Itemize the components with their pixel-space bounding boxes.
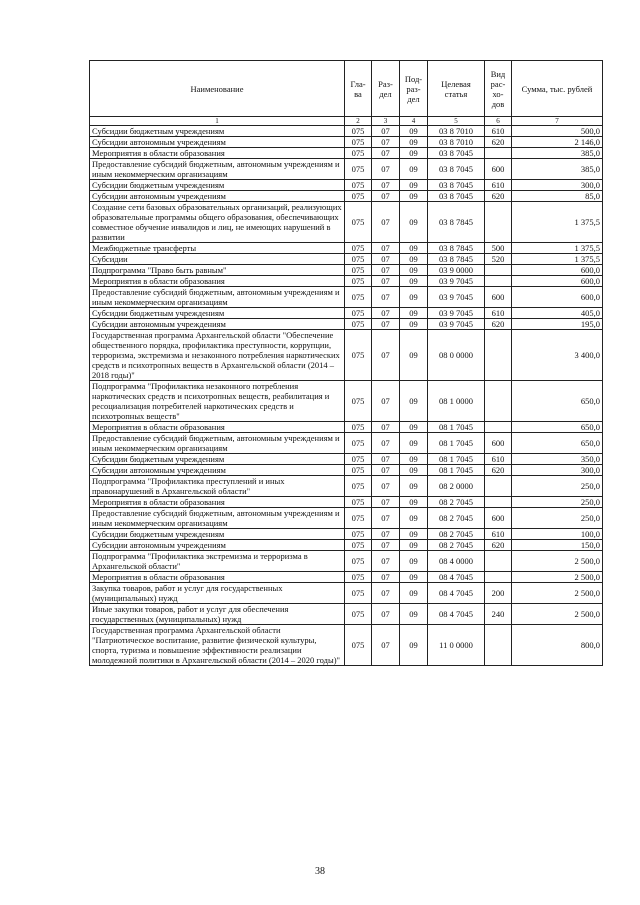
row-podrazdel: 09 bbox=[400, 529, 428, 540]
row-vid: 600 bbox=[485, 287, 512, 308]
row-podrazdel: 09 bbox=[400, 191, 428, 202]
row-vid: 610 bbox=[485, 529, 512, 540]
row-sum: 3 400,0 bbox=[512, 330, 603, 381]
row-target: 03 9 7045 bbox=[428, 287, 485, 308]
row-sum: 385,0 bbox=[512, 148, 603, 159]
row-glava: 075 bbox=[345, 476, 372, 497]
row-razdel: 07 bbox=[372, 540, 400, 551]
table-row bbox=[90, 476, 603, 497]
row-target: 08 1 7045 bbox=[428, 422, 485, 433]
row-target: 11 0 0000 bbox=[428, 625, 485, 666]
table-row bbox=[90, 604, 603, 625]
row-glava: 075 bbox=[345, 465, 372, 476]
row-glava: 075 bbox=[345, 529, 372, 540]
row-target: 08 4 7045 bbox=[428, 583, 485, 604]
row-name: Подпрограмма "Профилактика незаконного потребления наркотических средств и психотропных веществ, реабилитация и ресоциализация потребителей наркотических средств и психотропных веществ" bbox=[90, 381, 345, 422]
row-podrazdel: 09 bbox=[400, 265, 428, 276]
table-header-row bbox=[90, 61, 603, 117]
row-sum: 650,0 bbox=[512, 422, 603, 433]
row-razdel: 07 bbox=[372, 433, 400, 454]
row-name: Субсидии автономным учреждениям bbox=[90, 540, 345, 551]
row-sum: 2 500,0 bbox=[512, 604, 603, 625]
table-row bbox=[90, 126, 603, 137]
row-glava: 075 bbox=[345, 422, 372, 433]
row-vid bbox=[485, 625, 512, 666]
row-sum: 600,0 bbox=[512, 276, 603, 287]
row-podrazdel: 09 bbox=[400, 422, 428, 433]
row-glava: 075 bbox=[345, 137, 372, 148]
budget-table bbox=[89, 60, 603, 666]
row-podrazdel: 09 bbox=[400, 243, 428, 254]
row-vid: 610 bbox=[485, 180, 512, 191]
table-row bbox=[90, 454, 603, 465]
row-name: Предоставление субсидий бюджетным, автономным учреждениям и иным некоммерческим организациям bbox=[90, 159, 345, 180]
row-vid: 600 bbox=[485, 433, 512, 454]
column-number-row bbox=[90, 117, 603, 126]
row-razdel: 07 bbox=[372, 159, 400, 180]
row-name: Создание сети базовых образовательных организаций, реализующих образовательные программы общего образования, обеспечивающих совместное обучение инвалидов и лиц, не имеющих нарушений в развитии bbox=[90, 202, 345, 243]
row-glava: 075 bbox=[345, 551, 372, 572]
row-podrazdel: 09 bbox=[400, 126, 428, 137]
column-number: 4 bbox=[400, 117, 428, 126]
table-row bbox=[90, 191, 603, 202]
table-row bbox=[90, 508, 603, 529]
row-razdel: 07 bbox=[372, 243, 400, 254]
row-sum: 2 500,0 bbox=[512, 551, 603, 572]
table-row bbox=[90, 319, 603, 330]
row-glava: 075 bbox=[345, 148, 372, 159]
column-number: 7 bbox=[512, 117, 603, 126]
row-name: Субсидии автономным учреждениям bbox=[90, 191, 345, 202]
row-sum: 600,0 bbox=[512, 265, 603, 276]
row-sum: 600,0 bbox=[512, 287, 603, 308]
row-podrazdel: 09 bbox=[400, 330, 428, 381]
row-target: 03 8 7845 bbox=[428, 254, 485, 265]
row-podrazdel: 09 bbox=[400, 476, 428, 497]
row-razdel: 07 bbox=[372, 604, 400, 625]
row-vid: 610 bbox=[485, 454, 512, 465]
row-name: Мероприятия в области образования bbox=[90, 148, 345, 159]
row-target: 08 2 7045 bbox=[428, 540, 485, 551]
header-glava: Гла-ва bbox=[345, 61, 372, 117]
header-vid: Вид рас-хо-дов bbox=[485, 61, 512, 117]
table-row bbox=[90, 137, 603, 148]
row-podrazdel: 09 bbox=[400, 180, 428, 191]
row-glava: 075 bbox=[345, 433, 372, 454]
row-name: Закупка товаров, работ и услуг для государственных (муниципальных) нужд bbox=[90, 583, 345, 604]
row-sum: 2 500,0 bbox=[512, 572, 603, 583]
row-podrazdel: 09 bbox=[400, 137, 428, 148]
row-razdel: 07 bbox=[372, 330, 400, 381]
row-podrazdel: 09 bbox=[400, 148, 428, 159]
table-row bbox=[90, 180, 603, 191]
row-glava: 075 bbox=[345, 308, 372, 319]
row-target: 03 8 7045 bbox=[428, 148, 485, 159]
row-name: Подпрограмма "Профилактика экстремизма и терроризма в Архангельской области" bbox=[90, 551, 345, 572]
row-razdel: 07 bbox=[372, 572, 400, 583]
row-podrazdel: 09 bbox=[400, 583, 428, 604]
row-razdel: 07 bbox=[372, 422, 400, 433]
table-row bbox=[90, 276, 603, 287]
row-glava: 075 bbox=[345, 497, 372, 508]
row-sum: 85,0 bbox=[512, 191, 603, 202]
row-podrazdel: 09 bbox=[400, 433, 428, 454]
table-row bbox=[90, 540, 603, 551]
table-row bbox=[90, 202, 603, 243]
row-vid: 620 bbox=[485, 319, 512, 330]
row-target: 08 4 7045 bbox=[428, 572, 485, 583]
row-podrazdel: 09 bbox=[400, 497, 428, 508]
row-target: 03 9 7045 bbox=[428, 308, 485, 319]
row-glava: 075 bbox=[345, 126, 372, 137]
row-target: 03 8 7845 bbox=[428, 202, 485, 243]
row-sum: 1 375,5 bbox=[512, 243, 603, 254]
row-razdel: 07 bbox=[372, 276, 400, 287]
row-razdel: 07 bbox=[372, 551, 400, 572]
row-podrazdel: 09 bbox=[400, 465, 428, 476]
table-row bbox=[90, 433, 603, 454]
row-razdel: 07 bbox=[372, 202, 400, 243]
row-target: 08 2 7045 bbox=[428, 497, 485, 508]
row-name: Государственная программа Архангельской области "Патриотическое воспитание, развитие физической культуры, спорта, туризма и повышение эффективности реализации молодежной политики в Архангельской области (2014 – 2020 годы)" bbox=[90, 625, 345, 666]
column-number: 1 bbox=[90, 117, 345, 126]
row-razdel: 07 bbox=[372, 476, 400, 497]
row-podrazdel: 09 bbox=[400, 381, 428, 422]
row-target: 08 2 7045 bbox=[428, 529, 485, 540]
row-target: 08 4 0000 bbox=[428, 551, 485, 572]
table-row bbox=[90, 583, 603, 604]
row-name: Межбюджетные трансферты bbox=[90, 243, 345, 254]
row-sum: 300,0 bbox=[512, 465, 603, 476]
row-target: 03 8 7045 bbox=[428, 191, 485, 202]
row-name: Субсидии автономным учреждениям bbox=[90, 137, 345, 148]
row-vid: 600 bbox=[485, 508, 512, 529]
row-glava: 075 bbox=[345, 180, 372, 191]
table-row bbox=[90, 422, 603, 433]
row-sum: 250,0 bbox=[512, 497, 603, 508]
row-glava: 075 bbox=[345, 276, 372, 287]
row-name: Субсидии бюджетным учреждениям bbox=[90, 180, 345, 191]
row-glava: 075 bbox=[345, 330, 372, 381]
row-podrazdel: 09 bbox=[400, 202, 428, 243]
row-glava: 075 bbox=[345, 254, 372, 265]
row-sum: 100,0 bbox=[512, 529, 603, 540]
row-glava: 075 bbox=[345, 265, 372, 276]
row-podrazdel: 09 bbox=[400, 454, 428, 465]
row-vid: 600 bbox=[485, 159, 512, 180]
table-row bbox=[90, 308, 603, 319]
row-vid: 610 bbox=[485, 308, 512, 319]
row-glava: 075 bbox=[345, 381, 372, 422]
row-sum: 800,0 bbox=[512, 625, 603, 666]
row-glava: 075 bbox=[345, 191, 372, 202]
row-target: 03 8 7010 bbox=[428, 126, 485, 137]
row-name: Предоставление субсидий бюджетным, автономным учреждениям и иным некоммерческим организациям bbox=[90, 433, 345, 454]
row-name: Субсидии бюджетным учреждениям bbox=[90, 454, 345, 465]
row-sum: 350,0 bbox=[512, 454, 603, 465]
row-vid bbox=[485, 265, 512, 276]
row-podrazdel: 09 bbox=[400, 254, 428, 265]
row-sum: 1 375,5 bbox=[512, 254, 603, 265]
table-row bbox=[90, 551, 603, 572]
row-name: Мероприятия в области образования bbox=[90, 497, 345, 508]
row-target: 03 8 7045 bbox=[428, 159, 485, 180]
column-number: 6 bbox=[485, 117, 512, 126]
row-name: Субсидии автономным учреждениям bbox=[90, 465, 345, 476]
row-name: Предоставление субсидий бюджетным, автономным учреждениям и иным некоммерческим организациям bbox=[90, 287, 345, 308]
table-row bbox=[90, 148, 603, 159]
row-razdel: 07 bbox=[372, 465, 400, 476]
row-vid bbox=[485, 422, 512, 433]
table-row bbox=[90, 381, 603, 422]
row-target: 03 9 7045 bbox=[428, 276, 485, 287]
row-name: Подпрограмма "Профилактика преступлений и иных правонарушений в Архангельской области" bbox=[90, 476, 345, 497]
table-row bbox=[90, 465, 603, 476]
row-name: Государственная программа Архангельской области "Обеспечение общественного порядка, профилактика преступности, коррупции, терроризма, экстремизма и незаконного потребления наркотических средств и психотропных веществ в Архангельской области (2014 – 2018 годы)" bbox=[90, 330, 345, 381]
table-row bbox=[90, 529, 603, 540]
row-glava: 075 bbox=[345, 572, 372, 583]
row-target: 03 8 7010 bbox=[428, 137, 485, 148]
header-razdel: Раз-дел bbox=[372, 61, 400, 117]
row-razdel: 07 bbox=[372, 454, 400, 465]
row-name: Мероприятия в области образования bbox=[90, 572, 345, 583]
row-glava: 075 bbox=[345, 604, 372, 625]
row-target: 08 1 0000 bbox=[428, 381, 485, 422]
row-podrazdel: 09 bbox=[400, 625, 428, 666]
row-vid bbox=[485, 572, 512, 583]
row-sum: 405,0 bbox=[512, 308, 603, 319]
row-target: 08 1 7045 bbox=[428, 465, 485, 476]
row-glava: 075 bbox=[345, 202, 372, 243]
row-razdel: 07 bbox=[372, 254, 400, 265]
row-vid: 200 bbox=[485, 583, 512, 604]
row-razdel: 07 bbox=[372, 319, 400, 330]
row-target: 08 2 7045 bbox=[428, 508, 485, 529]
table-row bbox=[90, 265, 603, 276]
row-vid bbox=[485, 476, 512, 497]
row-sum: 195,0 bbox=[512, 319, 603, 330]
row-target: 08 0 0000 bbox=[428, 330, 485, 381]
row-vid bbox=[485, 551, 512, 572]
table-row bbox=[90, 572, 603, 583]
row-target: 03 8 7045 bbox=[428, 180, 485, 191]
row-name: Мероприятия в области образования bbox=[90, 422, 345, 433]
row-razdel: 07 bbox=[372, 583, 400, 604]
table-row bbox=[90, 254, 603, 265]
row-razdel: 07 bbox=[372, 497, 400, 508]
row-glava: 075 bbox=[345, 319, 372, 330]
row-glava: 075 bbox=[345, 625, 372, 666]
row-razdel: 07 bbox=[372, 287, 400, 308]
row-razdel: 07 bbox=[372, 180, 400, 191]
column-number: 2 bbox=[345, 117, 372, 126]
row-podrazdel: 09 bbox=[400, 604, 428, 625]
row-sum: 250,0 bbox=[512, 476, 603, 497]
table-row bbox=[90, 243, 603, 254]
row-vid: 520 bbox=[485, 254, 512, 265]
row-name: Предоставление субсидий бюджетным, автономным учреждениям и иным некоммерческим организациям bbox=[90, 508, 345, 529]
row-podrazdel: 09 bbox=[400, 540, 428, 551]
row-razdel: 07 bbox=[372, 529, 400, 540]
row-vid bbox=[485, 202, 512, 243]
row-name: Мероприятия в области образования bbox=[90, 276, 345, 287]
row-podrazdel: 09 bbox=[400, 308, 428, 319]
row-target: 08 4 7045 bbox=[428, 604, 485, 625]
row-sum: 1 375,5 bbox=[512, 202, 603, 243]
row-razdel: 07 bbox=[372, 625, 400, 666]
row-sum: 250,0 bbox=[512, 508, 603, 529]
row-vid bbox=[485, 381, 512, 422]
row-name: Субсидии автономным учреждениям bbox=[90, 319, 345, 330]
row-sum: 2 500,0 bbox=[512, 583, 603, 604]
row-podrazdel: 09 bbox=[400, 287, 428, 308]
row-glava: 075 bbox=[345, 540, 372, 551]
row-razdel: 07 bbox=[372, 265, 400, 276]
row-vid: 620 bbox=[485, 540, 512, 551]
header-name: Наименование bbox=[90, 61, 345, 117]
row-vid bbox=[485, 276, 512, 287]
row-razdel: 07 bbox=[372, 148, 400, 159]
row-target: 08 1 7045 bbox=[428, 433, 485, 454]
row-target: 08 1 7045 bbox=[428, 454, 485, 465]
row-podrazdel: 09 bbox=[400, 159, 428, 180]
row-glava: 075 bbox=[345, 287, 372, 308]
table-row bbox=[90, 497, 603, 508]
header-podrazdel: Под-раз-дел bbox=[400, 61, 428, 117]
row-vid: 240 bbox=[485, 604, 512, 625]
row-sum: 500,0 bbox=[512, 126, 603, 137]
row-vid bbox=[485, 148, 512, 159]
row-podrazdel: 09 bbox=[400, 319, 428, 330]
row-podrazdel: 09 bbox=[400, 572, 428, 583]
row-podrazdel: 09 bbox=[400, 276, 428, 287]
row-sum: 650,0 bbox=[512, 381, 603, 422]
row-glava: 075 bbox=[345, 243, 372, 254]
row-vid: 620 bbox=[485, 137, 512, 148]
row-glava: 075 bbox=[345, 508, 372, 529]
row-vid: 620 bbox=[485, 465, 512, 476]
row-target: 03 8 7845 bbox=[428, 243, 485, 254]
row-vid bbox=[485, 497, 512, 508]
row-target: 03 9 7045 bbox=[428, 319, 485, 330]
row-vid: 620 bbox=[485, 191, 512, 202]
row-name: Субсидии бюджетным учреждениям bbox=[90, 529, 345, 540]
table-row bbox=[90, 330, 603, 381]
column-number: 3 bbox=[372, 117, 400, 126]
row-vid bbox=[485, 330, 512, 381]
row-razdel: 07 bbox=[372, 381, 400, 422]
row-vid: 610 bbox=[485, 126, 512, 137]
table-row bbox=[90, 625, 603, 666]
page-number: 38 bbox=[315, 866, 325, 877]
table-body bbox=[90, 126, 603, 666]
row-sum: 385,0 bbox=[512, 159, 603, 180]
row-razdel: 07 bbox=[372, 191, 400, 202]
row-glava: 075 bbox=[345, 159, 372, 180]
row-target: 08 2 0000 bbox=[428, 476, 485, 497]
row-vid: 500 bbox=[485, 243, 512, 254]
header-target: Целевая статья bbox=[428, 61, 485, 117]
table-row bbox=[90, 287, 603, 308]
row-razdel: 07 bbox=[372, 508, 400, 529]
row-sum: 150,0 bbox=[512, 540, 603, 551]
row-name: Иные закупки товаров, работ и услуг для обеспечения государственных (муниципальных) нужд bbox=[90, 604, 345, 625]
row-razdel: 07 bbox=[372, 308, 400, 319]
column-number: 5 bbox=[428, 117, 485, 126]
header-sum: Сумма, тыс. рублей bbox=[512, 61, 603, 117]
row-podrazdel: 09 bbox=[400, 508, 428, 529]
row-sum: 2 146,0 bbox=[512, 137, 603, 148]
row-glava: 075 bbox=[345, 454, 372, 465]
row-name: Субсидии bbox=[90, 254, 345, 265]
row-target: 03 9 0000 bbox=[428, 265, 485, 276]
row-name: Субсидии бюджетным учреждениям bbox=[90, 308, 345, 319]
row-sum: 300,0 bbox=[512, 180, 603, 191]
row-name: Субсидии бюджетным учреждениям bbox=[90, 126, 345, 137]
row-glava: 075 bbox=[345, 583, 372, 604]
row-razdel: 07 bbox=[372, 126, 400, 137]
row-name: Подпрограмма "Право быть равным" bbox=[90, 265, 345, 276]
row-razdel: 07 bbox=[372, 137, 400, 148]
row-sum: 650,0 bbox=[512, 433, 603, 454]
row-podrazdel: 09 bbox=[400, 551, 428, 572]
table-row bbox=[90, 159, 603, 180]
